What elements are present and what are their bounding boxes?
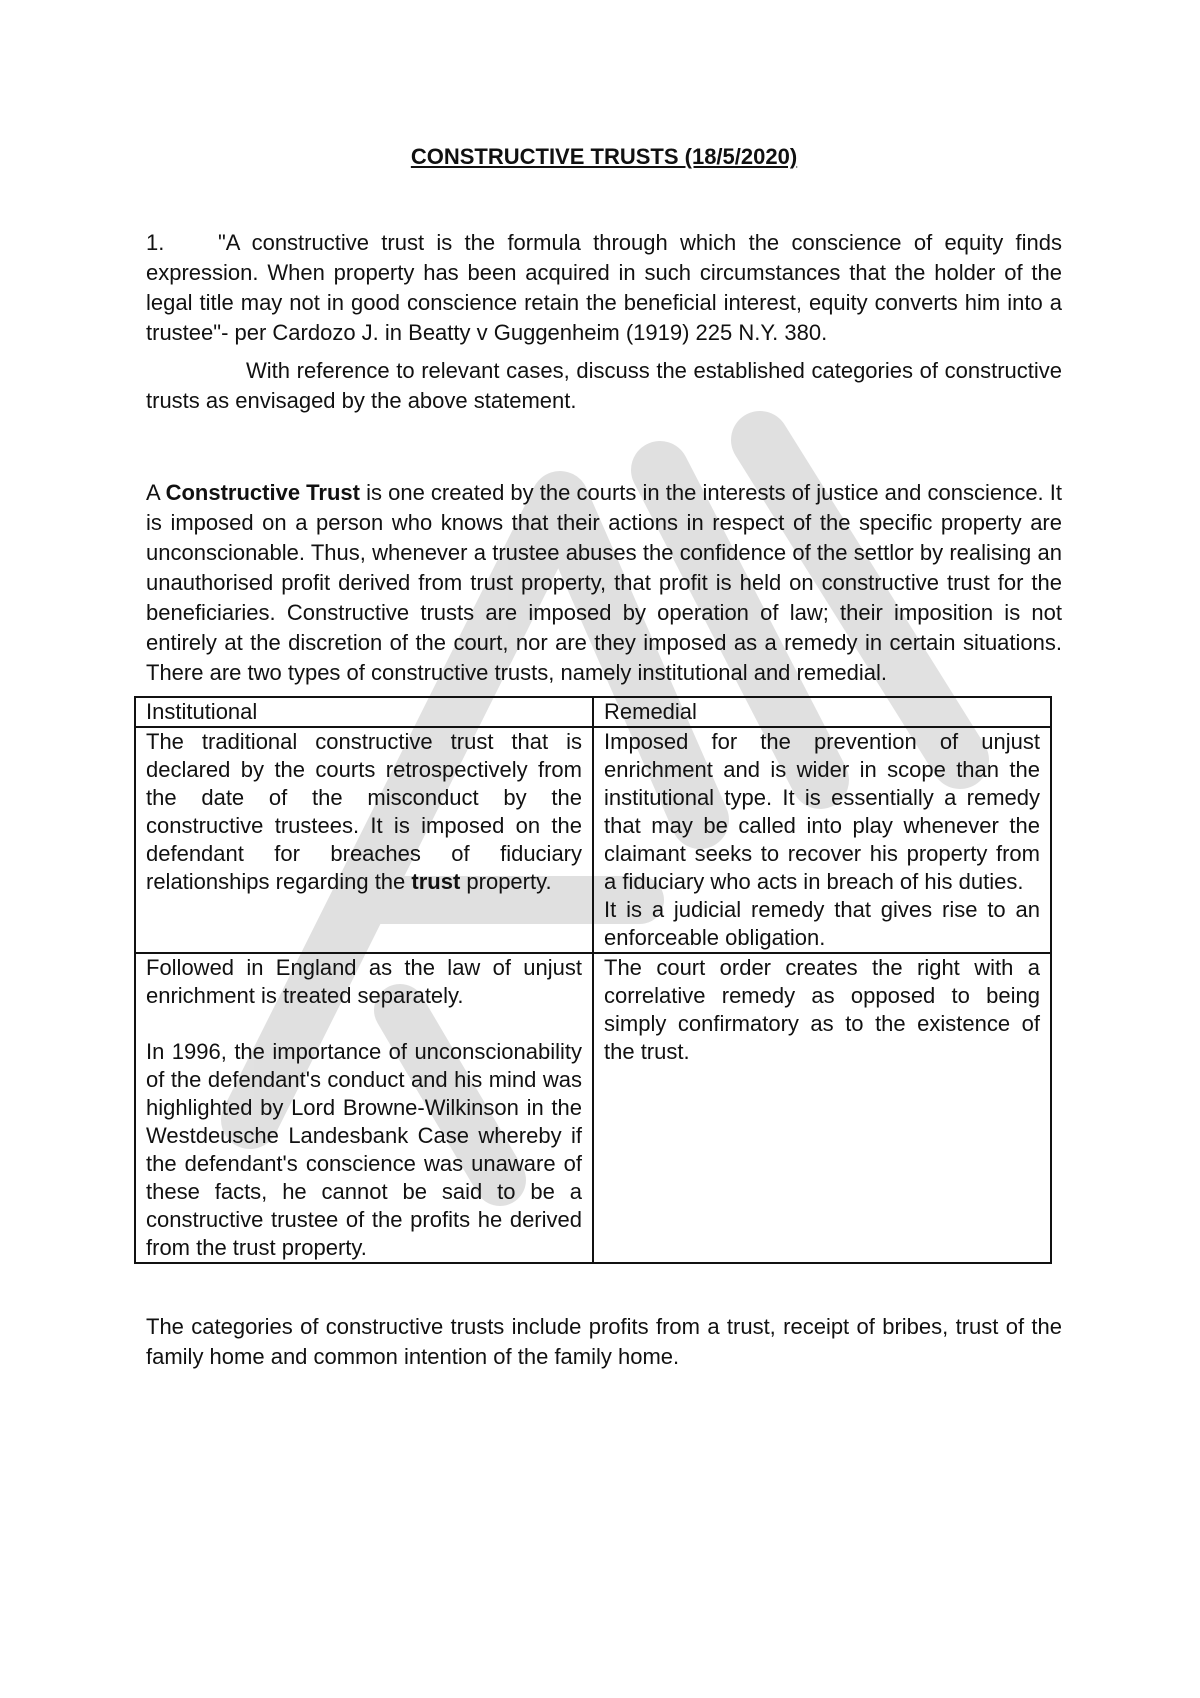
institutional-definition-bold: trust — [411, 869, 461, 894]
closing-paragraph: The categories of constructive trusts include profits from a trust, receipt of bribes, trust of the family home and common intention of the family home. — [146, 1314, 1062, 1369]
institutional-definition-before: The traditional constructive trust that is declared by the courts retrospectively from the date of the misconduct by the constructive trustees. It is imposed on the defendant for breaches of fiduciary relationships regarding the — [146, 729, 582, 894]
header-institutional: Institutional — [135, 697, 593, 727]
remedial-application-p1: The court order creates the right with a correlative remedy as opposed to being simply confirmatory as to the existence of the trust. — [604, 955, 1040, 1064]
header-remedial: Remedial — [593, 697, 1051, 727]
intro-term: Constructive Trust — [165, 480, 360, 505]
question-paragraph — [146, 228, 1062, 348]
intro-paragraph — [146, 478, 1062, 688]
question-number: 1. — [146, 230, 165, 255]
question-instruction: With reference to relevant cases, discuss the established categories of constructive trusts as envisaged by the above statement. — [146, 358, 1062, 413]
document-title: CONSTRUCTIVE TRUSTS (18/5/2020) — [410, 144, 798, 169]
table-row — [135, 727, 1051, 953]
institutional-definition-text — [146, 728, 582, 896]
institutional-definition-after: property. — [460, 869, 552, 894]
table-header-row — [135, 697, 1051, 727]
cell-institutional-definition — [135, 727, 593, 953]
cell-remedial-application — [593, 953, 1051, 1263]
intro-lead: A — [146, 480, 166, 505]
remedial-definition-p1: Imposed for the prevention of unjust enrichment and is wider in scope than the institutional type. It is essentially a remedy that may be called into play whenever the claimant seeks to recover his property from a fiduciary who acts in breach of his duties. — [604, 729, 1040, 894]
institutional-application-p1: Followed in England as the law of unjust enrichment is treated separately. — [146, 955, 582, 1008]
institutional-application-p2: In 1996, the importance of unconscionability of the defendant's conduct and his mind was highlighted by Lord Browne-Wilkinson in the Westdeusche Landesbank Case whereby if the defendant's conscience was unaware of these facts, he cannot be said to be a constructive trustee of the profits he derived from the trust property. — [146, 1039, 582, 1260]
table-row — [135, 953, 1051, 1263]
intro-body: is one created by the courts in the interests of justice and conscience. It is imposed on a person who knows that their actions in respect of the specific property are unconscionable. Thus, whenever a trustee abuses the confidence of the settlor by realising an unauthorised profit derived from trust property, that profit is held on constructive trust for the beneficiaries. Constructive trusts are imposed by operation of law; their imposition is not entirely at the discretion of the court, nor are they imposed as a remedy in certain situations. There are two types of constructive trusts, namely institutional and remedial. — [146, 480, 1063, 685]
cell-institutional-application — [135, 953, 593, 1263]
comparison-table — [134, 696, 1052, 1264]
question-quote: "A constructive trust is the formula through which the conscience of equity finds expression. When property has been acquired in such circumstances that the holder of the legal title may not in good conscience retain the beneficial interest, equity converts him into a trustee"- per Cardozo J. in Beatty v Guggenheim (1919) 225 N.Y. 380. — [146, 230, 1062, 345]
cell-remedial-definition — [593, 727, 1051, 953]
remedial-definition-p2: It is a judicial remedy that gives rise to an enforceable obligation. — [604, 897, 1040, 950]
document-body — [146, 142, 1062, 1372]
